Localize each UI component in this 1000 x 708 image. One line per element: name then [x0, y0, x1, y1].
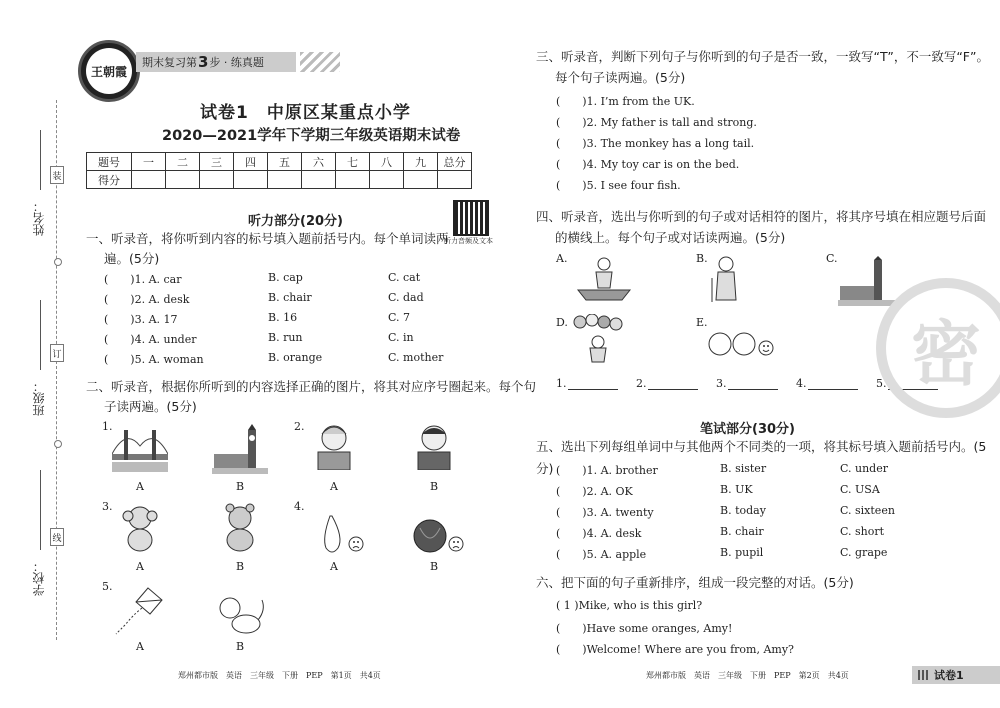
- q1-option-b: B. 16: [268, 311, 298, 324]
- badge-dots-icon: [918, 670, 928, 680]
- binding-hole: [54, 440, 62, 448]
- q3-sentence: ( )5. I see four fish.: [556, 179, 681, 192]
- q2-number: 2.: [294, 420, 305, 433]
- grandma-picture-icon[interactable]: [706, 254, 746, 304]
- q4-answer-blank[interactable]: [568, 377, 618, 390]
- q5-option-c: C. sixteen: [840, 504, 895, 517]
- q4-label-b: B.: [696, 252, 708, 265]
- girl-boat-picture-icon[interactable]: [574, 254, 634, 304]
- qr-caption: 听力音频及文本: [444, 237, 493, 245]
- q1-option-b: B. cap: [268, 271, 303, 284]
- exam-title: 试卷1 中原区某重点小学: [200, 103, 411, 123]
- name-blank[interactable]: [40, 130, 41, 190]
- qr-code-icon[interactable]: [453, 200, 489, 236]
- q5-option-b: B. chair: [720, 525, 764, 538]
- q1-instruction: 一、听录音，将你听到内容的标号填入题前括号内。每个单词读两: [86, 231, 449, 246]
- q2-instruction-cont: 子读两遍。(5分): [104, 399, 197, 414]
- score-input-cell[interactable]: [438, 171, 472, 189]
- london-picture-icon[interactable]: [838, 256, 896, 306]
- q6-instruction: 六、把下面的句子重新排序，组成一段完整的对话。(5分): [536, 575, 854, 590]
- score-input-cell[interactable]: [200, 171, 234, 189]
- binding-mark-xian: 线: [50, 528, 64, 546]
- step-num: 3: [198, 53, 209, 71]
- q1-option-b: B. run: [268, 331, 303, 344]
- binding-mark-zhuang: 装: [50, 166, 64, 184]
- q3-sentence: ( )1. I’m from the UK.: [556, 95, 695, 108]
- brand-logo: [78, 40, 140, 102]
- apples-smile-picture-icon[interactable]: [706, 320, 776, 370]
- q2-option-a[interactable]: A: [330, 480, 338, 493]
- q2-option-b[interactable]: B: [236, 640, 245, 653]
- step-pre: 期末复习第: [142, 56, 197, 69]
- school-blank[interactable]: [40, 470, 41, 550]
- q4-instruction-cont: 的横线上。每个句子或对话读两遍。(5分): [555, 230, 786, 245]
- score-cell: 总分: [438, 153, 472, 171]
- q4-instruction: 四、听录音，选出与你听到的句子或对话相符的图片，将其序号填在相应题号后面: [536, 209, 987, 224]
- bridge-picture-icon[interactable]: [112, 424, 168, 474]
- q4-blank-label: 1.: [556, 377, 567, 390]
- q1-option-c: C. mother: [388, 351, 444, 364]
- q5-instruction: 五、选出下列每组单词中与其他两个不同类的一项，将其标号填入题前括号内。(5分): [536, 439, 987, 476]
- girl-balloons-picture-icon[interactable]: [568, 314, 626, 364]
- q2-option-a[interactable]: A: [136, 560, 144, 573]
- q5-option-a: ( )5. A. apple: [556, 548, 647, 561]
- class-blank[interactable]: [40, 300, 41, 370]
- q3-instruction: 三、听录音，判断下列句子与你听到的句子是否一致，一致写“T”，不一致写“F”。: [536, 49, 989, 64]
- q1-option-a: ( )3. A. 17: [104, 313, 178, 326]
- q6-sentence: ( )Have some oranges, Amy!: [556, 622, 733, 635]
- secret-seal-icon: 密: [876, 278, 1000, 418]
- q4-blank-label: 4.: [796, 377, 807, 390]
- score-cell: 得分: [87, 171, 132, 189]
- step-post: 步 · 练真题: [209, 56, 264, 69]
- q1-option-c: C. 7: [388, 311, 411, 324]
- footer-right: 郑州都市版 英语 三年级 下册 PEP 第2页 共4页: [646, 671, 849, 680]
- q5-option-b: B. UK: [720, 483, 753, 496]
- q5-option-c: C. USA: [840, 483, 880, 496]
- q4-blank-label: 2.: [636, 377, 647, 390]
- pear-sad-picture-icon[interactable]: [312, 508, 368, 558]
- q4-answer-blank[interactable]: [648, 377, 698, 390]
- score-input-cell[interactable]: [302, 171, 336, 189]
- footer-left: 郑州都市版 英语 三年级 下册 PEP 第1页 共4页: [178, 671, 381, 680]
- score-input-cell[interactable]: [336, 171, 370, 189]
- class-label: 班级：: [32, 380, 46, 416]
- exam-badge: 试卷1: [912, 666, 1000, 684]
- score-table-header-row: [87, 153, 472, 171]
- q2-option-b[interactable]: B: [430, 560, 439, 573]
- q1-option-a: ( )4. A. under: [104, 333, 197, 346]
- q3-sentence: ( )4. My toy car is on the bed.: [556, 158, 740, 171]
- school-label: 学校：: [32, 560, 46, 596]
- q1-option-c: C. dad: [388, 291, 424, 304]
- score-input-cell[interactable]: [370, 171, 404, 189]
- q1-option-a: ( )1. A. car: [104, 273, 182, 286]
- score-input-cell[interactable]: [234, 171, 268, 189]
- score-cell: 三: [200, 153, 234, 171]
- bear-picture-icon[interactable]: [212, 502, 268, 552]
- score-cell: 七: [336, 153, 370, 171]
- score-cell: 题号: [87, 153, 132, 171]
- monkey-picture-icon[interactable]: [112, 502, 168, 552]
- q2-number: 4.: [294, 500, 305, 513]
- q5-option-c: C. short: [840, 525, 885, 538]
- q1-option-a: ( )2. A. desk: [104, 293, 190, 306]
- q2-instruction: 二、听录音，根据你所听到的内容选择正确的图片，将其对应序号圈起来。每个句: [86, 379, 537, 394]
- q5-option-a: ( )3. A. twenty: [556, 506, 654, 519]
- score-input-cell[interactable]: [268, 171, 302, 189]
- grandpa-picture-icon[interactable]: [306, 420, 362, 470]
- q5-option-c: C. grape: [840, 546, 888, 559]
- q5-option-b: B. today: [720, 504, 766, 517]
- q3-sentence: ( )3. The monkey has a long tail.: [556, 137, 755, 150]
- q2-option-a[interactable]: A: [136, 640, 144, 653]
- q4-blank-label: 5.: [876, 377, 887, 390]
- watermelon-sad-picture-icon[interactable]: [410, 508, 466, 558]
- score-cell: 一: [132, 153, 166, 171]
- tiger-picture-icon[interactable]: [212, 590, 268, 640]
- score-input-cell[interactable]: [404, 171, 438, 189]
- q5-option-c: C. under: [840, 462, 888, 475]
- score-input-cell[interactable]: [132, 171, 166, 189]
- q4-label-e: E.: [696, 316, 708, 329]
- q2-number: 3.: [102, 500, 113, 513]
- q4-answer-blank[interactable]: [808, 377, 858, 390]
- q5-option-a: ( )4. A. desk: [556, 527, 642, 540]
- name-label: 姓名：: [32, 200, 46, 236]
- q1-option-c: C. in: [388, 331, 414, 344]
- q1-option-a: ( )5. A. woman: [104, 353, 204, 366]
- q6-sentence: ( 1 )Mike, who is this girl?: [556, 599, 703, 612]
- q2-option-b[interactable]: B: [236, 480, 245, 493]
- q5-option-b: B. sister: [720, 462, 767, 475]
- listening-section-title: 听力部分(20分): [248, 214, 343, 229]
- q5-option-a: ( )2. A. OK: [556, 485, 633, 498]
- banner-stripes: [300, 52, 340, 72]
- q2-option-a[interactable]: A: [330, 560, 338, 573]
- binding-mark-ding: 订: [50, 344, 64, 362]
- q1-option-b: B. orange: [268, 351, 323, 364]
- exam-subtitle: 2020—2021学年下学期三年级英语期末试卷: [162, 128, 461, 144]
- q1-option-b: B. chair: [268, 291, 312, 304]
- q2-option-a[interactable]: A: [136, 480, 144, 493]
- q6-sentence: ( )Welcome! Where are you from, Amy?: [556, 643, 794, 656]
- q3-sentence: ( )2. My father is tall and strong.: [556, 116, 757, 129]
- q4-blank-label: 3.: [716, 377, 727, 390]
- q4-answer-blank[interactable]: [728, 377, 778, 390]
- father-picture-icon[interactable]: [406, 420, 462, 470]
- q2-number: 5.: [102, 580, 113, 593]
- q1-instruction-cont: 遍。(5分): [104, 251, 160, 266]
- binding-hole: [54, 258, 62, 266]
- q1-option-c: C. cat: [388, 271, 421, 284]
- q5-option-b: B. pupil: [720, 546, 764, 559]
- kite-picture-icon[interactable]: [112, 586, 168, 636]
- q5-option-a: ( )1. A. brother: [556, 464, 658, 477]
- written-section-title: 笔试部分(30分): [700, 422, 795, 437]
- score-cell: 九: [404, 153, 438, 171]
- bigben-picture-icon[interactable]: [212, 424, 268, 474]
- brand-logo-text: 王朝霞: [86, 48, 132, 94]
- q2-option-b[interactable]: B: [430, 480, 439, 493]
- score-table-score-row: [87, 171, 472, 189]
- score-cell: 二: [166, 153, 200, 171]
- q4-label-d: D.: [556, 316, 568, 329]
- q2-option-b[interactable]: B: [236, 560, 245, 573]
- score-cell: 六: [302, 153, 336, 171]
- score-table: [86, 152, 472, 189]
- step-banner: [136, 52, 296, 72]
- q2-number: 1.: [102, 420, 113, 433]
- score-cell: 八: [370, 153, 404, 171]
- q4-label-c: C.: [826, 252, 838, 265]
- score-cell: 五: [268, 153, 302, 171]
- score-cell: 四: [234, 153, 268, 171]
- q4-label-a: A.: [556, 252, 568, 265]
- score-input-cell[interactable]: [166, 171, 200, 189]
- q3-instruction-cont: 每个句子读两遍。(5分): [555, 70, 686, 85]
